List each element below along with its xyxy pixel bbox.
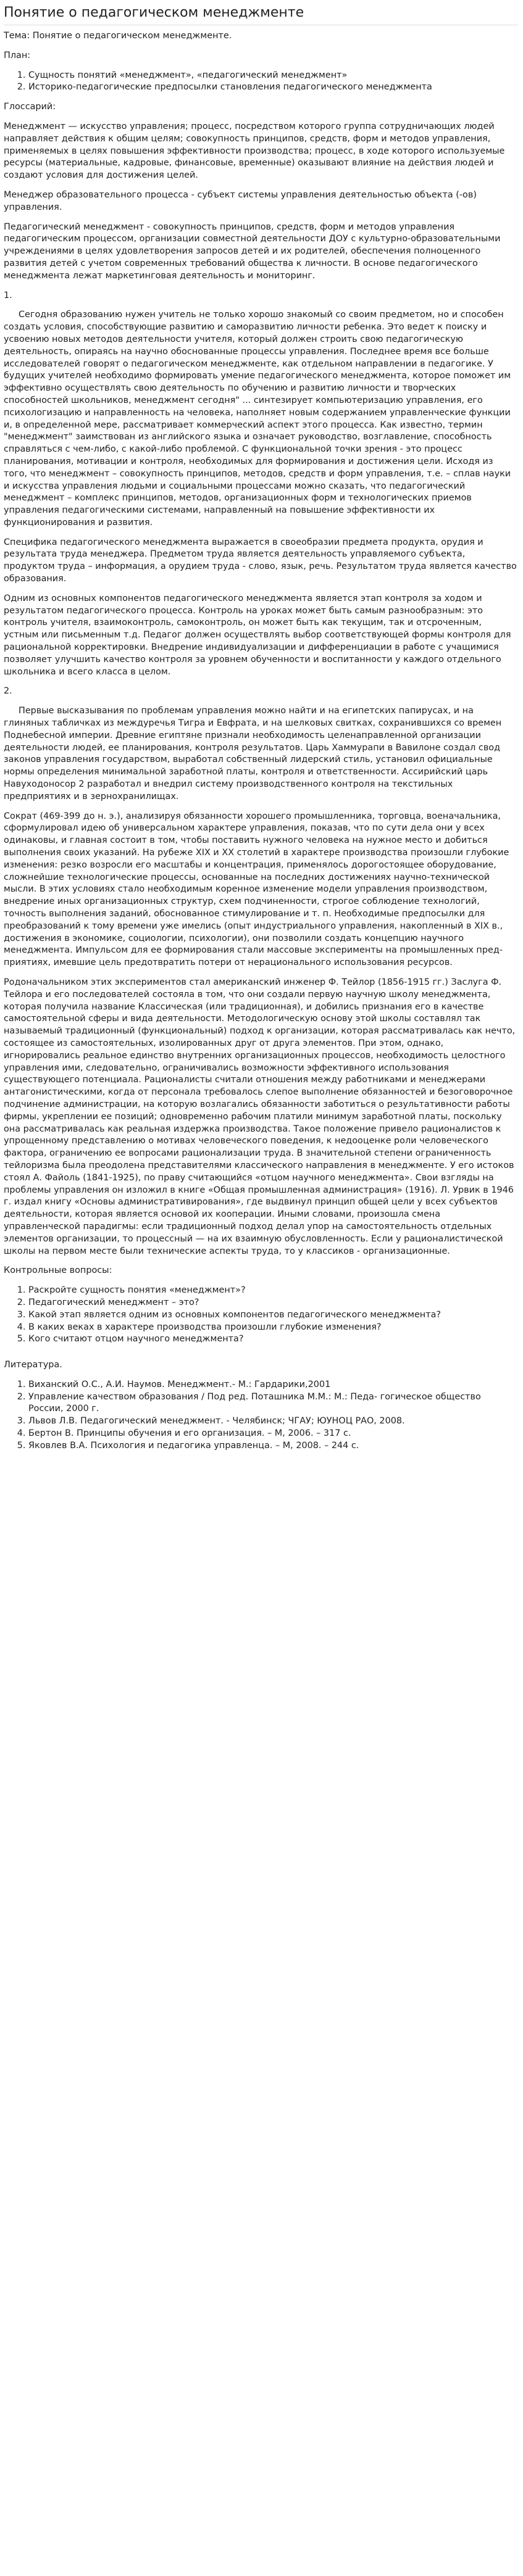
question-item: 1. Раскройте сущность понятия «менеджмент»? [28, 1285, 518, 1297]
section-number-2: 2. [4, 686, 12, 697]
plan-list [4, 70, 518, 94]
section2-paragraph: Первые высказывания по проблемам управления можно найти и на египетских папирусах, и на глиняных табличках из междуречья Тигра и Евфрата, и на шелковых свитках, сохранившихся со времен Поднебесной империи. Древние египтяне признали необходимость целенаправленной организации деятельности людей, ее планирования, контроля результатов. Царь Хаммурапи в Вавилоне создал свод законов управления государством, выработал собственный лидерский стиль, установил официальные нормы определения минимальной заработной платы, контроля и ответственности. Ассирийский царь Навуходоносор 2 разработал и внедрил систему производственного контроля на текстильных предприятиях и в зернохранилищах. [4, 706, 502, 801]
questions-label: Контрольные вопросы: [4, 1265, 112, 1276]
section2-paragraph: Сократ (469-399 до н. э.), анализируя обязанности хорошего промышленника, торговца, военачальника, сформулировал идею об универсальном характере управления, показав, что по сути дела они у всех одинаковы, и главная состоит в том, чтобы поставить нужного человека на нужное место и добиться выполнения своих указаний. На рубеже XIX и XX столетий в характере производства произошли глубокие изменения: резко возросли его масштабы и концентрация, применялось дорогостоящее оборудование, сложнейшие технологические процессы, основанные на последних достижениях научно-технической мысли. В этих условиях стало необходимым коренное изменение модели управления производством, внедрение иных организационных структур, схем подчиненности, строгое соблюдение технологий, точность выполнения заданий, обоснованное стимулирование и т. п. Необходимые предпосылки для преобразований к тому времени уже имелись (опыт индустриального управления, накопленный в XIX в., достижения в экономике, социологии, психологии), они позволили создать концепцию научного менеджмента. Импульсом для ее формирования стали массовые эксперименты на промышленных пред- приятиях, имевшие цель предотвратить потери от нерационального использования ресурсов. [4, 811, 509, 968]
question-item: 4. В каких веках в характере производства произошли глубокие изменения? [28, 1322, 518, 1334]
plan-item: 1. Сущность понятий «менеджмент», «педагогический менеджмент» [28, 70, 518, 82]
question-item: 3. Какой этап является одним из основных компонентов педагогического менеджмента? [28, 1309, 518, 1322]
page-title: Понятие о педагогическом менеджменте [4, 4, 518, 25]
section2-paragraph: Родоначальником этих экспериментов стал американский инженер Ф. Тейлор (1856-1915 гг.) Заслуга Ф. Тейлора и его последователей состояла в том, что они создали первую научную школу менеджмента, которая получила название Классическая (или традиционная), и добились признания его в качестве самостоятельной сферы и вида деятельности. Методологическую основу этой школы составлял так называемый традиционный (функциональный) подход к организации, которая рассматривалась как нечто, состоящее из самостоятельных, изолированных друг от друга элементов. При этом, однако, игнорировались реальное единство внутренних организационных процессов, необходимость целостного управления ими, следовательно, ограничивались возможности эффективного использования существующего потенциала. Рационалисты считали отношения между работниками и менеджерами антагонистическими, когда от персонала требовалось слепое выполнение обязанностей и безоговорочное подчинение администрации, на которую возлагались обязанности заботиться о результативности работы фирмы, укреплении ее позиций; одновременно рабочим платили минимум заработной платы, поскольку она рассматривалась как реальная издержка производства. Такое положение привело рационалистов к упрощенному представлению о мотивах человеческого поведения, к недооценке роли человеческого фактора, ограничению ее вопросами рационализации труда. В значительной степени ограниченность тейлоризма была преодолена представителями классического направления в менеджменте. У его истоков стоял А. Файоль (1841-1925), по праву считающийся «отцом научного менеджмента». Свои взгляды на проблемы управления он изложил в книге «Общая промышленная администрация» (1916). Л. Урвик в 1946 г. издал книгу «Основы административирования», где выдвинул принцип общей цели у всех субъектов деятельности, которая является основой их кооперации. Иными словами, произошла смена управленческой парадигмы: если традиционный подход делал упор на самостоятельность отдельных элементов организации, то процессный — на их взаимную обусловленность. Если у рационалистической школы на первом месте были технические аспекты труда, то у классиков - организационные. [4, 977, 516, 1256]
glossary-entry-ped-management: Педагогический менеджмент - совокупность принципов, средств, форм и методов управления педагогическим процессом, организации совместной деятельности ДОУ с культурно-образовательными учреждениями в целях удовлетворения запросов детей и их родителей, обеспечения полноценного развития детей с учетом современных требований общества к личности. В основе педагогического менеджмента лежат маркетинговая деятельность и мониторинг. [4, 222, 501, 281]
literature-item: 5. Яковлев В.А. Психология и педагогика управленца. – М, 2008. – 244 с. [28, 1440, 518, 1452]
literature-item: 4. Бертон В. Принципы обучения и его организация. – М, 2006. – 317 с. [28, 1428, 518, 1440]
glossary-entry-management: Менеджмент — искусство управления; процесс, посредством которого группа сотрудничающих людей направляет действия к общим целям; совокупность принципов, средств, форм и методов управления, применяемых в целях повышения эффективности производства; процесс, в ходе которого используемые ресурсы (материальные, кадровые, финансовые, временные) оказывают влияние на действия людей и создают условия для достижения целей. [4, 121, 505, 181]
plan-item: 2. Историко-педагогические предпосылки становления педагогического менеджмента [28, 81, 518, 94]
literature-item: 3. Львов Л.В. Педагогический менеджмент. - Челябинск; ЧГАУ; ЮУНОЦ РАО, 2008. [28, 1415, 518, 1428]
section1-paragraph: Сегодня образованию нужен учитель не только хорошо знакомый со своим предметом, но и способен создать условия, способствующие развитию и саморазвитию личности ребенка. Это ведет к поиску и усвоению новых методов деятельности учителя, который должен строить свою педагогическую деятельность, опираясь на научно обоснованные процессы управления. Последнее время все больше исследователей говорят о педагогическом менеджменте, как отдельном направлении в педагогике. У будущих учителей необходимо формировать умение педагогического менеджмента, которое поможет им эффективно осуществлять свою деятельность по обучению и развитию личности и творческих способностей школьников, менеджмент сегодня" ... синтезирует компьютеризацию управления, его психологизацию и направленность на человека, наполняет новым содержанием управленческие функции и, в определенной мере, рассматривает коммерческий аспект этого процесса. Как известно, термин "менеджмент" заимствован из английского языка и означает руководство, возглавление, способность справляться с чем-либо, с какой-либо проблемой. С функциональной точки зрения - это процесс планирования, мотивации и контроля, необходимых для формирования и достижения цели. Исходя из того, что менеджмент – совокупность принципов, методов, средств и форм управления, т.е. – сплав науки и искусства управления людьми и социальными процессами можно сказать, что педагогический менеджмент – комплекс принципов, методов, организационных форм и технологических приемов управления педагогическими системами, направленный на повышение эффективности их функционирования и развития. [4, 310, 511, 528]
question-item: 2. Педагогический менеджмент – это? [28, 1297, 518, 1309]
glossary-label: Глоссарий: [4, 102, 56, 112]
literature-item: 1. Виханский О.С., А.И. Наумов. Менеджмент.- М.: Гардарики,2001 [28, 1379, 518, 1391]
plan-label: План: [4, 50, 31, 60]
question-item: 5. Кого считают отцом научного менеджмента? [28, 1333, 518, 1346]
literature-label: Литература. [4, 1360, 62, 1370]
glossary-entry-manager: Менеджер образовательного процесса - субъект системы управления деятельностью объекта (-ов) управления. [4, 189, 477, 212]
literature-item: 2. Управление качеством образования / Под ред. Поташника М.М.: М.: Педа- гогическое общество России, 2000 г. [28, 1391, 518, 1416]
section1-paragraph: Одним из основных компонентов педагогического менеджмента является этап контроля за ходом и результатом педагогического процесса. Контроль на уроках может быть самым разнообразным: это контроль учителя, взаимоконтроль, самоконтроль, он может быть как текущим, так и отсроченным, устным или письменным т.д. Педагог должен осуществлять выбор соответствующей формы контроля для рациональной корректировки. Внедрение индивидуализации и дифференциации в работе с учащимися позволяет улучшить качество контроля за уровнем обученности и воспитанности у каждого отдельного школьника и всего класса в целом. [4, 593, 511, 677]
questions-list [4, 1285, 518, 1346]
literature-list [4, 1379, 518, 1452]
section1-paragraph: Специфика педагогического менеджмента выражается в своеобразии предмета продукта, орудия и результата труда менеджера. Предметом труда является деятельность управляемого субъекта, продуктом труда – информация, а орудием труда - слово, язык, речь. Результатом труда является качество образования. [4, 537, 517, 584]
topic-line: Тема: Понятие о педагогическом менеджменте. [4, 31, 232, 41]
section-number-1: 1. [4, 290, 12, 300]
